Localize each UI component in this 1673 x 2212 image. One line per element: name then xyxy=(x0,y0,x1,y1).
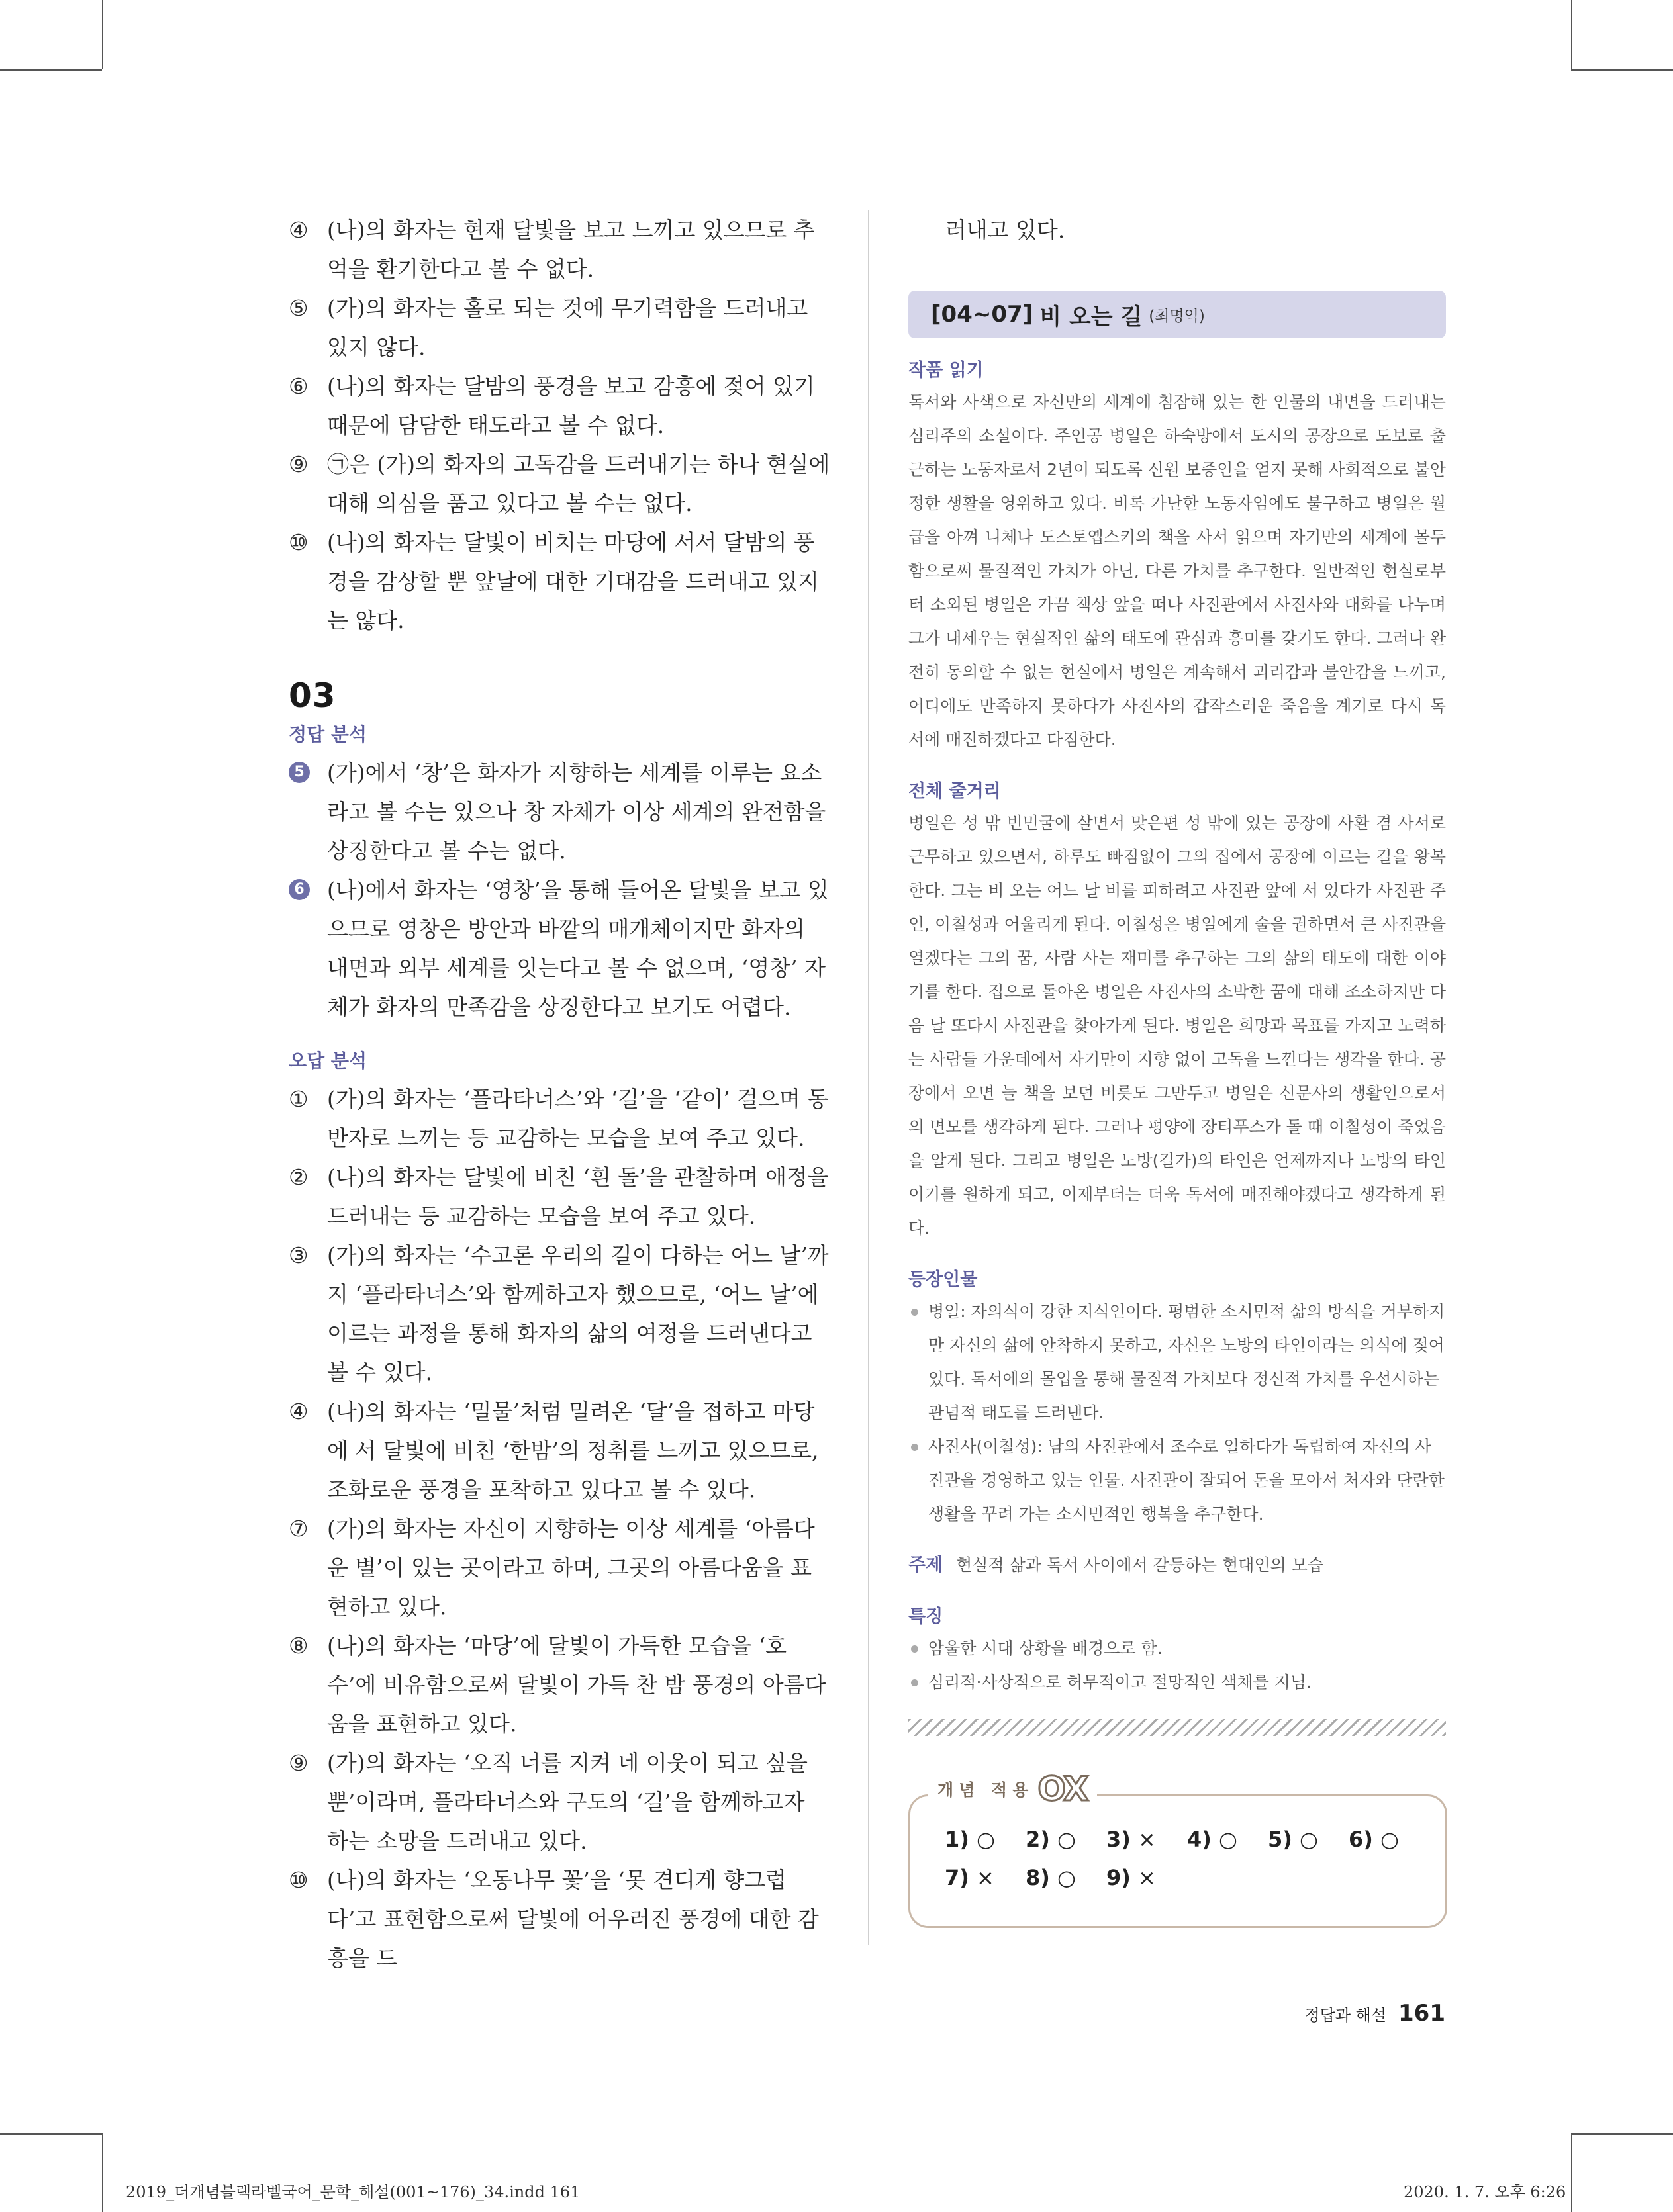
theme-text: 현실적 삶과 독서 사이에서 갈등하는 현대인의 모습 xyxy=(956,1555,1324,1575)
reading-paragraph: 독서와 사색으로 자신만의 세계에 침잠해 있는 한 인물의 내면을 드러내는 심리주의 소설이다. 주인공 병일은 하숙방에서 도시의 공장으로 도보로 출근하는 노동자로서 2년이 되도록 신원 보증인을 얻지 못해 사회적으로 불안정한 생활을 영위하고 있다. 비록 가난한 노동자임에도 불구하고 병일은 월급을 아껴 니체나 도스토옙스키의 책을 사서 읽으며 자기만의 세계에 몰두함으로써 물질적인 가치가 아닌, 다른 가치를 추구한다. 일반적인 현실로부터 소외된 병일은 가끔 책상 앞을 떠나 사진관에서 사진사와 대화를 나누며 그가 내세우는 현실적인 삶의 태도에 관심과 흥미를 갖기도 한다. 그러나 완전히 동의할 수 없는 현실에서 병일은 계속해서 괴리감과 불안감을 느끼고, 어디에도 만족하지 못하다가 사진사의 갑작스러운 죽음을 계기로 다시 독서에 매진하겠다고 다짐한다. xyxy=(908,392,1446,749)
ox-label xyxy=(928,1768,1097,1810)
crop-mark xyxy=(0,69,102,71)
item-text: (나)의 화자는 달빛에 비친 ‘흰 돌’을 관찰하며 애정을 드러내는 등 교감하는 모습을 보여 주고 있다. xyxy=(327,1164,829,1229)
crop-mark xyxy=(1571,2133,1572,2212)
ox-answer-number: 6) xyxy=(1349,1827,1373,1852)
theme-heading: 주제 xyxy=(908,1555,943,1575)
question-range: [04~07] xyxy=(931,301,1033,328)
plot-heading: 전체 줄거리 xyxy=(908,781,1001,802)
ox-answer-number: 2) xyxy=(1026,1827,1050,1852)
answer-item xyxy=(289,210,832,289)
wrong-analysis-list xyxy=(289,1080,832,1978)
answer-item xyxy=(289,1158,832,1236)
ox-answer xyxy=(945,1865,1026,1890)
continued-text: 러내고 있다. xyxy=(945,217,1065,243)
question-number: 03 xyxy=(289,676,336,715)
answer-item xyxy=(289,1236,832,1392)
ox-answer-mark: × xyxy=(977,1865,994,1890)
answer-item xyxy=(289,289,832,367)
item-text: (가)의 화자는 ‘오직 너를 지켜 네 이웃이 되고 싶을 뿐’이라며, 플라타너스와 구도의 ‘길’을 함께하고자 하는 소망을 드러내고 있다. xyxy=(327,1750,808,1854)
item-text: (나)에서 화자는 ‘영창’을 통해 들어온 달빛을 보고 있으므로 영창은 방안과 바깥의 매개체이지만 화자의 내면과 외부 세계를 잇는다고 볼 수 없으며, ‘영창’ 자체가 화자의 만족감을 상징한다고 보기도 어렵다. xyxy=(327,877,829,1020)
ox-answer-number: 1) xyxy=(945,1827,969,1852)
characters-heading: 등장인물 xyxy=(908,1269,978,1290)
ox-answer-number: 9) xyxy=(1106,1865,1131,1890)
answer-item xyxy=(289,367,832,445)
ox-answer xyxy=(945,1827,1026,1852)
item-number: ④ xyxy=(289,1399,309,1424)
item-text: (나)의 화자는 ‘마당’에 달빛이 가득한 모습을 ‘호수’에 비유함으로써 달빛이 가득 찬 밤 풍경의 아름다움을 표현하고 있다. xyxy=(327,1633,826,1737)
ox-logo: OX xyxy=(1037,1770,1088,1808)
answer-row xyxy=(945,1865,1187,1890)
ox-answer-mark: ○ xyxy=(1300,1827,1318,1852)
ox-answer-number: 7) xyxy=(945,1865,969,1890)
theme-row xyxy=(908,1548,1446,1582)
footer-label: 정답과 해설 xyxy=(1304,2006,1387,2025)
wrong-analysis-heading: 오답 분석 xyxy=(289,1050,367,1072)
item-number: ③ xyxy=(289,1242,309,1268)
work-author: (최명익) xyxy=(1149,307,1205,325)
answer-item xyxy=(289,523,832,640)
item-text: ㉠은 (가)의 화자의 고독감을 드러내기는 하나 현실에 대해 의심을 품고 있다고 볼 수는 없다. xyxy=(327,451,830,516)
ox-quiz-answers xyxy=(908,1768,1446,1940)
work-title-bar xyxy=(908,291,1446,338)
answer-list-previous xyxy=(289,210,832,640)
answer-item xyxy=(289,753,832,870)
item-number: 5 xyxy=(289,762,310,783)
item-number: ① xyxy=(289,1086,309,1112)
answer-item xyxy=(289,1861,832,1978)
item-text: (가)에서 ‘창’은 화자가 지향하는 세계를 이루는 요소라고 볼 수는 있으나 창 자체가 이상 세계의 완전함을 상징한다고 볼 수는 없다. xyxy=(327,760,826,864)
ox-answer xyxy=(1106,1865,1187,1890)
left-column xyxy=(289,210,832,1978)
answer-item xyxy=(289,445,832,523)
correct-analysis-heading: 정답 분석 xyxy=(289,723,367,745)
item-number: ④ xyxy=(289,217,309,243)
ox-answer xyxy=(1106,1827,1187,1852)
item-text: (나)의 화자는 ‘밀물’처럼 밀려온 ‘달’을 접하고 마당에 서 달빛에 비친 ‘한밤’의 정취를 느끼고 있으므로, 조화로운 풍경을 포착하고 있다고 볼 수 있다. xyxy=(327,1399,819,1502)
ox-answer-mark: ○ xyxy=(1380,1827,1399,1852)
item-text: (나)의 화자는 달밤의 풍경을 보고 감흥에 젖어 있기 때문에 담담한 태도라고 볼 수 없다. xyxy=(327,373,815,438)
crop-mark xyxy=(1571,0,1572,69)
item-number: 6 xyxy=(289,879,310,900)
plot-paragraph: 병일은 성 밖 빈민굴에 살면서 맞은편 성 밖에 있는 공장에 사환 겸 사서로 근무하고 있으면서, 하루도 빠짐없이 그의 집에서 공장에 이르는 길을 왕복한다. 그는 비 오는 어느 날 비를 피하려고 사진관 앞에 서 있다가 사진관 주인, 이칠성과 어울리게 된다. 이칠성은 병일에게 술을 권하면서 큰 사진관을 열겠다는 그의 꿈, 사람 사는 재미를 추구하는 그의 삶의 태도에 대한 이야기를 한다. 집으로 돌아온 병일은 사진사의 소박한 꿈에 대해 조소하지만 다음 날 또다시 사진관을 찾아가게 된다. 병일은 희망과 목표를 가지고 노력하는 사람들 가운데에서 자기만이 지향 없이 고독을 느낀다는 생각을 한다. 공장에서 오면 늘 책을 보던 버릇도 그만두고 병일은 신문사의 생활인으로서의 면모를 생각하게 된다. 그러나 평양에 장티푸스가 돌 때 이칠성이 죽었음을 알게 된다. 그리고 병일은 노방(길가)의 타인은 언제까지나 노방의 타인이기를 원하게 되고, 이제부터는 더욱 독서에 매진해야겠다고 생각하게 된다. xyxy=(908,813,1446,1238)
item-text: (가)의 화자는 ‘플라타너스’와 ‘길’을 ‘같이’ 걸으며 동반자로 느끼는 등 교감하는 모습을 보여 주고 있다. xyxy=(327,1086,829,1151)
page-number: 161 xyxy=(1398,2000,1445,2027)
item-text: (가)의 화자는 홀로 되는 것에 무기력함을 드러내고 있지 않다. xyxy=(327,295,808,360)
page-footer xyxy=(1304,2000,1445,2027)
crop-mark xyxy=(102,2133,103,2212)
correct-analysis-list xyxy=(289,753,832,1027)
feature-item: 암울한 시대 상황을 배경으로 함. xyxy=(908,1632,1446,1665)
answer-item xyxy=(289,1509,832,1626)
item-number: ② xyxy=(289,1164,309,1190)
item-number: ⑨ xyxy=(289,1750,309,1776)
reading-heading: 작품 읽기 xyxy=(908,360,984,381)
ox-answer xyxy=(1026,1865,1106,1890)
item-text: (나)의 화자는 달빛이 비치는 마당에 서서 달밤의 풍경을 감상할 뿐 앞날에 대한 기대감을 드러내고 있지는 않다. xyxy=(327,530,819,633)
item-number: ⑩ xyxy=(289,1867,309,1893)
item-number: ⑧ xyxy=(289,1633,309,1659)
ox-answer-number: 4) xyxy=(1187,1827,1212,1852)
work-title: 비 오는 길 xyxy=(1039,303,1143,330)
ox-answer xyxy=(1268,1827,1349,1852)
ox-answer-box xyxy=(908,1794,1447,1928)
crop-mark xyxy=(1571,69,1673,71)
item-text: (가)의 화자는 자신이 지향하는 이상 세계를 ‘아름다운 별’이 있는 곳이라고 하며, 그곳의 아름다움을 표현하고 있다. xyxy=(327,1516,815,1620)
crop-mark xyxy=(102,0,103,69)
answer-row xyxy=(945,1827,1429,1852)
ox-answer-mark: ○ xyxy=(977,1827,995,1852)
item-number: ⑦ xyxy=(289,1516,309,1542)
ox-answer-mark: × xyxy=(1138,1827,1156,1852)
crop-mark xyxy=(0,2133,102,2135)
ox-answer-mark: ○ xyxy=(1057,1827,1076,1852)
character-item: 병일: 자의식이 강한 지식인이다. 평범한 소시민적 삶의 방식을 거부하지만 자신의 삶에 안착하지 못하고, 자신은 노방의 타인이라는 의식에 젖어 있다. 독서에의 몰입을 통해 물질적 가치보다 정신적 가치를 우선시하는 관념적 태도를 드러낸다. xyxy=(908,1295,1446,1430)
item-number: ⑩ xyxy=(289,530,309,555)
feature-item: 심리적·사상적으로 허무적이고 절망적인 색채를 지님. xyxy=(908,1665,1446,1699)
ox-answer-number: 3) xyxy=(1106,1827,1131,1852)
answer-item xyxy=(289,1626,832,1743)
crop-mark xyxy=(1571,2133,1673,2135)
ox-answer-number: 8) xyxy=(1026,1865,1050,1890)
features-heading: 특징 xyxy=(908,1606,943,1627)
ox-answer xyxy=(1187,1827,1268,1852)
item-number: ⑤ xyxy=(289,295,309,321)
answer-item xyxy=(289,870,832,1027)
ox-answer xyxy=(1349,1827,1429,1852)
item-text: (나)의 화자는 현재 달빛을 보고 느끼고 있으므로 추억을 환기한다고 볼 수 없다. xyxy=(327,217,815,282)
column-divider xyxy=(868,210,869,1945)
answer-item xyxy=(289,1392,832,1509)
ox-label-text: 개념 적용 xyxy=(937,1780,1034,1800)
character-item: 사진사(이칠성): 남의 사진관에서 조수로 일하다가 독립하여 자신의 사진관을 경영하고 있는 인물. 사진관이 잘되어 돈을 모아서 처자와 단란한 생활을 꾸려 가는 소시민적인 행복을 추구한다. xyxy=(908,1430,1446,1531)
ox-answer-mark: ○ xyxy=(1219,1827,1237,1852)
ox-answer xyxy=(1026,1827,1106,1852)
item-text: (나)의 화자는 ‘오동나무 꽃’을 ‘못 견디게 향그럽다’고 표현함으로써 달빛에 어우러진 풍경에 대한 감흥을 드 xyxy=(327,1867,819,1971)
ox-answer-mark: ○ xyxy=(1057,1865,1076,1890)
ox-answer-number: 5) xyxy=(1268,1827,1292,1852)
item-text: (가)의 화자는 ‘수고론 우리의 길이 다하는 어느 날’까지 ‘플라타너스’와 함께하고자 했으므로, ‘어느 날’에 이르는 과정을 통해 화자의 삶의 여정을 드러낸다고 볼 수 있다. xyxy=(327,1242,829,1385)
hatched-divider xyxy=(908,1719,1446,1736)
answer-item xyxy=(289,1080,832,1158)
answer-item xyxy=(289,1743,832,1861)
ox-answer-mark: × xyxy=(1138,1865,1156,1890)
item-number: ⑨ xyxy=(289,451,309,477)
item-number: ⑥ xyxy=(289,373,309,399)
right-column xyxy=(908,210,1446,1940)
print-slug-file: 2019_더개념블랙라벨국어_문학_해설(001~176)_34.indd 161 xyxy=(126,2183,581,2201)
print-slug-date: 2020. 1. 7. 오후 6:26 xyxy=(1404,2183,1566,2201)
